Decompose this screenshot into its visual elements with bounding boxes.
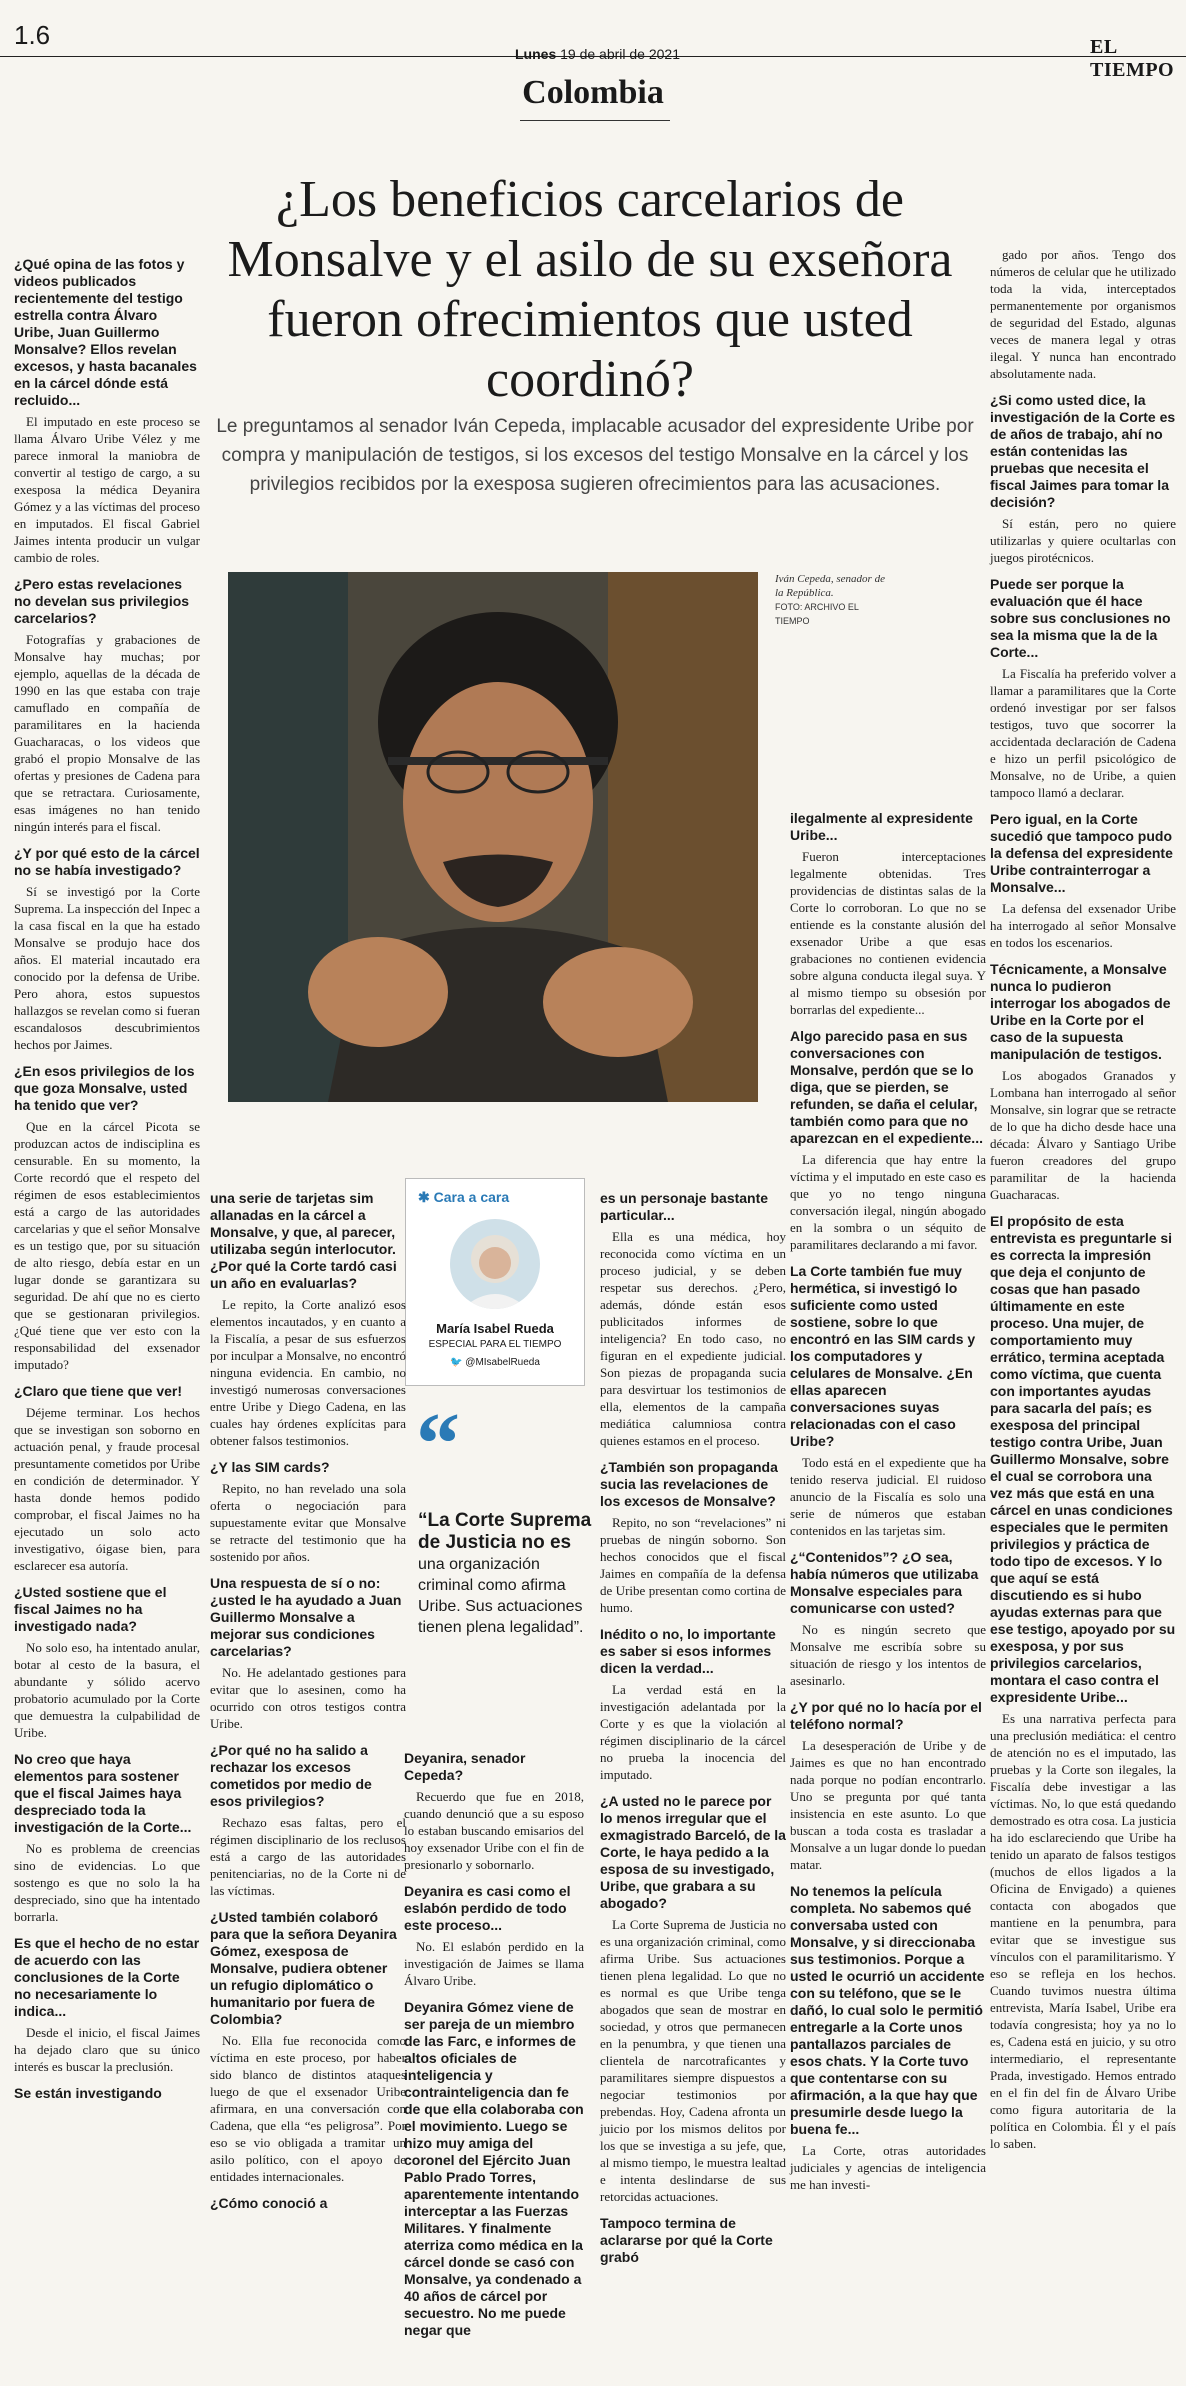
question: una serie de tarjetas sim allanadas en la cárcel a Monsalve, y que, al parecer, utilizaba según interlocutor. ¿Por qué la Corte tardó casi un año en evaluarlas?: [210, 1190, 397, 1291]
question: ¿Si como usted dice, la investigación de la Corte es de años de trabajo, ahí no están contenidas las pruebas que necesita el fiscal Jaimes para tomar la decisión?: [990, 392, 1176, 510]
answer-paragraph: La Corte Suprema de Justicia no es una organización criminal, como afirma Uribe. Sus actuaciones tienen plena legalidad. Lo que no es normal es que Uribe tenga abogados que sean de mostrar en sociedad, y otros que permanecen en la penumbra, y que tienen una clientela de narcotraficantes y paramilitares siempre dispuestos a negociar testimonios por prebendas. Hoy, Cadena afronta un juicio por los mismos delitos por los que se investiga a su jefe, que, al mismo tiempo, le muestra lealtad e intenta deslindarse de sus retorcidas actuaciones.: [600, 1917, 786, 2204]
answer-paragraph: El imputado en este proceso se llama Álvaro Uribe Vélez y me parece inmoral la maniobra de convertir al testigo de cargo, a su exesposa la médica Deyanira Gómez y a las víctimas del proceso en imputados. El fiscal Gabriel Jaimes intenta producir un vulgar cambio de roles.: [14, 414, 200, 565]
card-title-text: Cara a cara: [433, 1189, 510, 1205]
date-day: Lunes: [515, 46, 557, 62]
question: ¿A usted no le parece por lo menos irregular que el exmagistrado Barceló, de la Corte, le haya pedido a la esposa de su investigado, Uribe, que grabara a su abogado?: [600, 1793, 786, 1911]
question: El propósito de esta entrevista es preguntarle si es correcta la impresión que deja el conjunto de cosas que han pasado últimamente en este proceso. Una mujer, de comportamiento muy errático, termina aceptada como víctima, que cuenta con importantes ayudas para sacarla del país; es exesposa del principal testigo contra Uribe, Juan Guillermo Monsalve, sobre el cual se corrobora una vez más que está en una cárcel en unas condiciones especiales que le permiten privilegios y práctica de todo tipo de excesos. Y lo que aquí se está discutiendo es si hubo ayudas externas para que ese testigo, apoyado por su exesposa, y por sus privilegios carcelarios, montara el caso contra el expresidente Uribe...: [990, 1213, 1176, 1705]
pull-quote-rest: una organización criminal como afirma Uribe. Sus actuaciones tienen plena legalidad”.: [418, 1556, 584, 1636]
question: Es que el hecho de no estar de acuerdo con las conclusiones de la Corte no necesariamente lo indica...: [14, 1935, 200, 2019]
question: ¿Pero estas revelaciones no develan sus privilegios carcelarios?: [14, 576, 190, 626]
question: Una respuesta de sí o no: ¿usted le ha ayudado a Juan Guillermo Monsalve a mejorar sus condiciones carcelarias?: [210, 1575, 402, 1659]
question: No creo que haya elementos para sostener que el fiscal Jaimes haya despreciado toda la investigación de la Corte...: [14, 1751, 192, 1835]
section-title: Colombia: [522, 74, 664, 111]
lede: Le preguntamos al senador Iván Cepeda, implacable acusador del expresidente Uribe por compra y manipulación de testigos, si los excesos del testigo Monsalve en la cárcel y los privilegios recibidos por la exesposa sugieren ofrecimientos para las acusaciones.: [216, 416, 974, 495]
question: Deyanira, senador Cepeda?: [404, 1750, 526, 1783]
answer-paragraph: La Fiscalía ha preferido volver a llamar a paramilitares que la Corte ordenó investigar por ser falsos testigos, tuvo que socorrer la accidentada declaración de Cadena e hizo un perfil psicológico de Monsalve, no de Uribe, a quien tampoco llamó a declarar.: [990, 666, 1176, 800]
column-2: [210, 1180, 406, 2216]
answer-paragraph: La verdad está en la investigación adelantada por la Corte y es que la violación al régimen disciplinario de la cárcel no prueba la inocencia del imputado.: [600, 1682, 786, 1782]
avatar-illustration: [450, 1219, 540, 1309]
question: Deyanira es casi como el eslabón perdido de todo este proceso...: [404, 1883, 571, 1933]
photo-credit: FOTO: ARCHIVO EL TIEMPO: [775, 602, 859, 626]
question: Inédito o no, lo importante es saber si esos informes dicen la verdad...: [600, 1626, 776, 1676]
author-role: ESPECIAL PARA EL TIEMPO: [428, 1339, 562, 1350]
question: ¿“Contenidos”? ¿O sea, había números que utilizaba Monsalve especiales para comunicarse con usted?: [790, 1549, 979, 1616]
page-number: 1.6: [14, 20, 51, 50]
question: Puede ser porque la evaluación que él hace sobre sus conclusiones no sea la misma que la de la Corte...: [990, 576, 1171, 660]
column-4: [600, 1180, 786, 2270]
question: Pero igual, en la Corte sucedió que tampoco pudo la defensa del expresidente Uribe contrainterrogar a Monsalve...: [990, 811, 1173, 895]
question: ¿Usted también colaboró para que la señora Deyanira Gómez, exesposa de Monsalve, pudiera obtener un refugio diplomático o humanitario por fuera de Colombia?: [210, 1909, 397, 2027]
answer-paragraph: Repito, no son “revelaciones” ni pruebas de ningún soborno. Son hechos conocidos que el fiscal Jaimes en compañía de la defensa de Uribe presentan como cortina de humo.: [600, 1515, 786, 1615]
question: ilegalmente al expresidente Uribe...: [790, 810, 973, 843]
question: Tampoco termina de aclararse por qué la Corte grabó: [600, 2215, 773, 2265]
date-rest: 19 de abril de 2021: [560, 46, 680, 62]
section-rule: [520, 120, 670, 121]
answer-paragraph: Fotografías y grabaciones de Monsalve hay muchas; por ejemplo, aquellas de la década de 1990 en las que estaba con traje camuflado en compañía de paramilitares en la hacienda Guacharacas, o los videos que grabó el propio Monsalve de las ofertas y presiones de Cadena para que se retractara. Curiosamente, esas imágenes no han tenido ningún interés para el fiscal.: [14, 632, 200, 834]
column-6: [990, 246, 1176, 2154]
answer-paragraph: No. He adelantado gestiones para evitar que lo asesinen, como ha ocurrido con otros testigos contra Uribe.: [210, 1665, 406, 1731]
answer-paragraph: La desesperación de Uribe y de Jaimes es que no han encontrado nada porque no podían encontrarlo. Uno se pregunta por qué tanta insistencia en este asunto. Lo que buscan a toda costa es trasladar a Monsalve a un lugar donde lo puedan matar.: [790, 1738, 986, 1872]
column-3: [404, 1740, 584, 2343]
answer-paragraph: Es una narrativa perfecta para una preclusión mediática: el centro de atención no es el imputado, las pruebas y la Corte son ilegales, la Fiscalía debe investigar a las víctimas. No, lo que está quedando demostrado es otra cosa. La justicia ha ido esclareciendo que Uribe ha tenido un aparato de falsos testigos (muchos de ellos ligados a la Oficina de Envigado) a quienes contacta con abogados que mantiene en la penumbra, para evitar que se investigue sus vínculos con el paramilitarismo. Y eso se refleja en los hechos. Cuando tuvimos nuestra última entrevista, María Isabel, Uribe era todavía congresista; hoy ya no lo es, Cadena está en juicio, y su otro intermediario, el representante Prada, investigado. Hemos entrado en el fin del fin de Álvaro Uribe como figura autoritaria de la política en Colombia. Él y el país lo saben.: [990, 1711, 1176, 2151]
answer-paragraph: gado por años. Tengo dos números de celular que he utilizado toda la vida, interceptados permanentemente por organismos de seguridad del Estado, algunas veces de manera legal y otras ilegal. Y nunca han encontrado absolutamente nada.: [990, 247, 1176, 381]
question: La Corte también fue muy hermética, si investigó lo suficiente como usted sostiene, sobre lo que encontró en las SIM cards y los computadores y celulares de Monsalve. ¿En ellas aparecen conversaciones suyas relacionadas con el caso Uribe?: [790, 1263, 976, 1449]
question: ¿Por qué no ha salido a rechazar los excesos cometidos por medio de esos privilegios?: [210, 1742, 372, 1809]
question: ¿Y las SIM cards?: [210, 1459, 330, 1475]
answer-paragraph: Recuerdo que fue en 2018, cuando denunció que a su esposo lo estaban buscando emisarios del hoy exsenador Uribe con el fin de presionarlo y sobornarlo.: [404, 1789, 584, 1872]
answer-paragraph: Le repito, la Corte analizó esos elementos incautados, y en cuanto a la Fiscalía, a pesar de sus esfuerzos por inculpar a Monsalve, no encontró ninguna evidencia. En cambio, no investigó numerosas conversaciones entre Uribe y Diego Cadena, en las cuales hay órdenes explícitas para obtener falsos testimonios.: [210, 1297, 406, 1448]
question: No tenemos la película completa. No sabemos qué conversaba usted con Monsalve, y si direccionaba sus testimonios. Porque a usted le ocurrió un accidente con su teléfono, que se le dañó, lo cual solo le permitió entregarle a la Corte unos pantallazos parciales de esos chats. Y la Corte tuvo que contentarse con su afirmación, a la que hay que presumirle desde luego la buena fe...: [790, 1883, 985, 2137]
card-title: ✱ Cara a cara: [418, 1189, 510, 1205]
author-card: [405, 1178, 585, 1386]
pull-quote: [418, 1510, 596, 1638]
answer-paragraph: Que en la cárcel Picota se produzcan actos de indisciplina es censurable. En su momento, la Corte recordó que el respeto del régimen de esos establecimientos está a cargo de las autoridades carcelarias y que el señor Monsalve es un testigo que, por su situación de alto riesgo, debía estar en un lugar donde se garantizara su seguridad. De ahí que no es cierto que se gestionaran privilegios. ¿Qué tiene que ver esto con la responsabilidad del exsenador imputado?: [14, 1119, 200, 1372]
question: Deyanira Gómez viene de ser pareja de un miembro de las Farc, e informes de altos oficiales de inteligencia y contrainteligencia dan fe de que ella colaboraba con el movimiento. Luego se hizo muy amiga del coronel del Ejército Juan Pablo Prado Torres, aparentemente intentando interceptar a las Fuerzas Militares. Y finalmente aterriza como médica en la cárcel donde se casó con Monsalve, ya condenado a 40 años de cárcel por secuestro. No me puede negar que: [404, 1999, 584, 2338]
answer-paragraph: La defensa del exsenador Uribe ha interrogado al señor Monsalve en todos los escenarios.: [990, 901, 1176, 950]
dateline: [515, 46, 680, 62]
portrait-illustration: [228, 572, 758, 1102]
question: Algo parecido pasa en sus conversaciones con Monsalve, perdón que se lo diga, que se pierden, se refunden, se daña el celular, también como para que no aparezcan en el expediente...: [790, 1028, 983, 1146]
question: Se están investigando: [14, 2085, 162, 2101]
avatar: [450, 1219, 540, 1309]
answer-paragraph: Todo está en el expediente que ha tenido reserva judicial. El ruidoso anuncio de la Fiscalía es solo una serie de números que estaban contenidos en las tarjetas sim.: [790, 1455, 986, 1538]
question: ¿Y por qué no lo hacía por el teléfono normal?: [790, 1699, 982, 1732]
author-handle: [406, 1357, 584, 1368]
answer-paragraph: Déjeme terminar. Los hechos que se investigan son soborno en actuación penal, y fraude procesal presuntamente cometidos por Uribe en condición de determinador. Y hasta donde hemos podido comprobar, el fiscal Jaimes no ha ejecutado un solo acto investigativo, óigase bien, para esclarecer esa autoría.: [14, 1405, 200, 1573]
author-name: María Isabel Rueda: [436, 1321, 554, 1336]
answer-paragraph: Fueron interceptaciones legalmente obtenidas. Tres providencias de distintas salas de la Corte lo corroboran. Lo que no se entiende es la constante alusión del exsenador Uribe a que esas grabaciones no contienen evidencia sobre alguna conducta ilegal suya. Y al mismo tiempo su obsesión por borrarlas del expediente...: [790, 849, 986, 1017]
answer-paragraph: No. El eslabón perdido en la investigación de Jaimes se llama Álvaro Uribe.: [404, 1939, 584, 1988]
caption-text: Iván Cepeda, senador de la República.: [775, 573, 885, 599]
answer-paragraph: La diferencia que hay entre la víctima y el imputado en este caso es que yo no tengo ninguna conversación ilegal, ningún abogado en la sombra o un séquito de paramilitares declarando a mi favor.: [790, 1152, 986, 1252]
answer-paragraph: No solo eso, ha intentado anular, botar al cesto de la basura, el abundante y sólido acervo probatorio acumulado por la Corte que demuestra la culpabilidad de Uribe.: [14, 1640, 200, 1740]
question: ¿También son propaganda sucia las revelaciones de los excesos de Monsalve?: [600, 1459, 778, 1509]
answer-paragraph: Desde el inicio, el fiscal Jaimes ha dejado claro que su único interés es buscar la preclusión.: [14, 2025, 200, 2074]
question: Técnicamente, a Monsalve nunca lo pudieron interrogar los abogados de Uribe en la Corte por el caso de la supuesta manipulación de testigos.: [990, 961, 1171, 1062]
answer-paragraph: Rechazo esas faltas, pero el régimen disciplinario de los reclusos está a cargo de las autoridades penitenciarias, no de la Corte ni de las víctimas.: [210, 1815, 406, 1898]
column-1: [14, 246, 200, 2106]
question: ¿Usted sostiene que el fiscal Jaimes no ha investigado nada?: [14, 1584, 167, 1634]
pull-quote-bold: “La Corte Suprema de Justicia no es: [418, 1510, 592, 1553]
question: ¿Qué opina de las fotos y videos publicados recientemente del testigo estrella contra Álvaro Uribe, Juan Guillermo Monsalve? Ellos revelan excesos, y hasta bacanales en la cárcel dónde está recluido...: [14, 256, 197, 408]
portrait-photo: [228, 572, 758, 1102]
question: ¿En esos privilegios de los que goza Monsalve, usted ha tenido que ver?: [14, 1063, 195, 1113]
answer-paragraph: La Corte, otras autoridades judiciales y agencias de inteligencia me han investi-: [790, 2143, 986, 2192]
column-5: [790, 800, 986, 2195]
answer-paragraph: Los abogados Granados y Lombana han interrogado al señor Monsalve, sin lograr que se retracte de lo que ha dicho desde hace una década: Álvaro y Santiago Uribe fueron creadores del grupo paramilitar de la hacienda Guacharacas.: [990, 1068, 1176, 1202]
answer-paragraph: Repito, no han revelado una sola oferta o negociación para supuestamente evitar que Monsalve se retracte del testimonio que ha sostenido por años.: [210, 1481, 406, 1564]
handle-text: @MIsabelRueda: [465, 1357, 540, 1368]
question: ¿Claro que tiene que ver!: [14, 1383, 183, 1399]
question: es un personaje bastante particular...: [600, 1190, 769, 1223]
answer-paragraph: Ella es una médica, hoy reconocida como víctima en un proceso judicial, y se deben respetar sus derechos. ¿Pero, además, dónde están esos publicitados informes de inteligencia? En todo caso, no figuran en el expediente judicial. Son piezas de propaganda sucia para desvirtuar los testimonios de ella, elementos de la campaña mediática calumniosa contra quienes estamos en el proceso.: [600, 1229, 786, 1448]
brand-logo: EL TIEMPO: [1090, 36, 1175, 81]
answer-paragraph: Sí se investigó por la Corte Suprema. La inspección del Inpec a la casa fiscal en la que ha estado Monsalve se produjo hace dos años. El material incautado era conocido por la defensa de Uribe. Pero ahora, estos supuestos hallazgos se revelan como si fueran escandalosos descubrimientos hechos por Jaimes.: [14, 884, 200, 1052]
answer-paragraph: No. Ella fue reconocida como víctima en este proceso, por haber sido blanco de distintos ataques luego de que el exsenador Uribe afirmara, en una conversación con Cadena, que ella “es peligrosa”. Por eso se vio obligada a tramitar un asilo político, con el apoyo de entidades internacionales.: [210, 2033, 406, 2184]
answer-paragraph: No es ningún secreto que Monsalve me escribía sobre su situación de riesgo y los intentos de asesinarlo.: [790, 1622, 986, 1688]
answer-paragraph: No es problema de creencias sino de evidencias. Lo que sostengo es que no solo la ha despreciado, sino que ha intentado borrarla.: [14, 1841, 200, 1924]
photo-caption: [775, 572, 885, 628]
question: ¿Cómo conoció a: [210, 2195, 328, 2211]
twitter-icon: 🐦: [450, 1357, 463, 1368]
answer-paragraph: Sí están, pero no quiere utilizarlas y quiere ocultarlas con juegos pirotécnicos.: [990, 516, 1176, 565]
headline: ¿Los beneficios carcelarios de Monsalve y el asilo de su exseñora fueron ofrecimientos que usted coordinó?: [227, 171, 953, 408]
quote-mark-icon: “: [416, 1396, 460, 1493]
question: ¿Y por qué esto de la cárcel no se había investigado?: [14, 845, 200, 878]
